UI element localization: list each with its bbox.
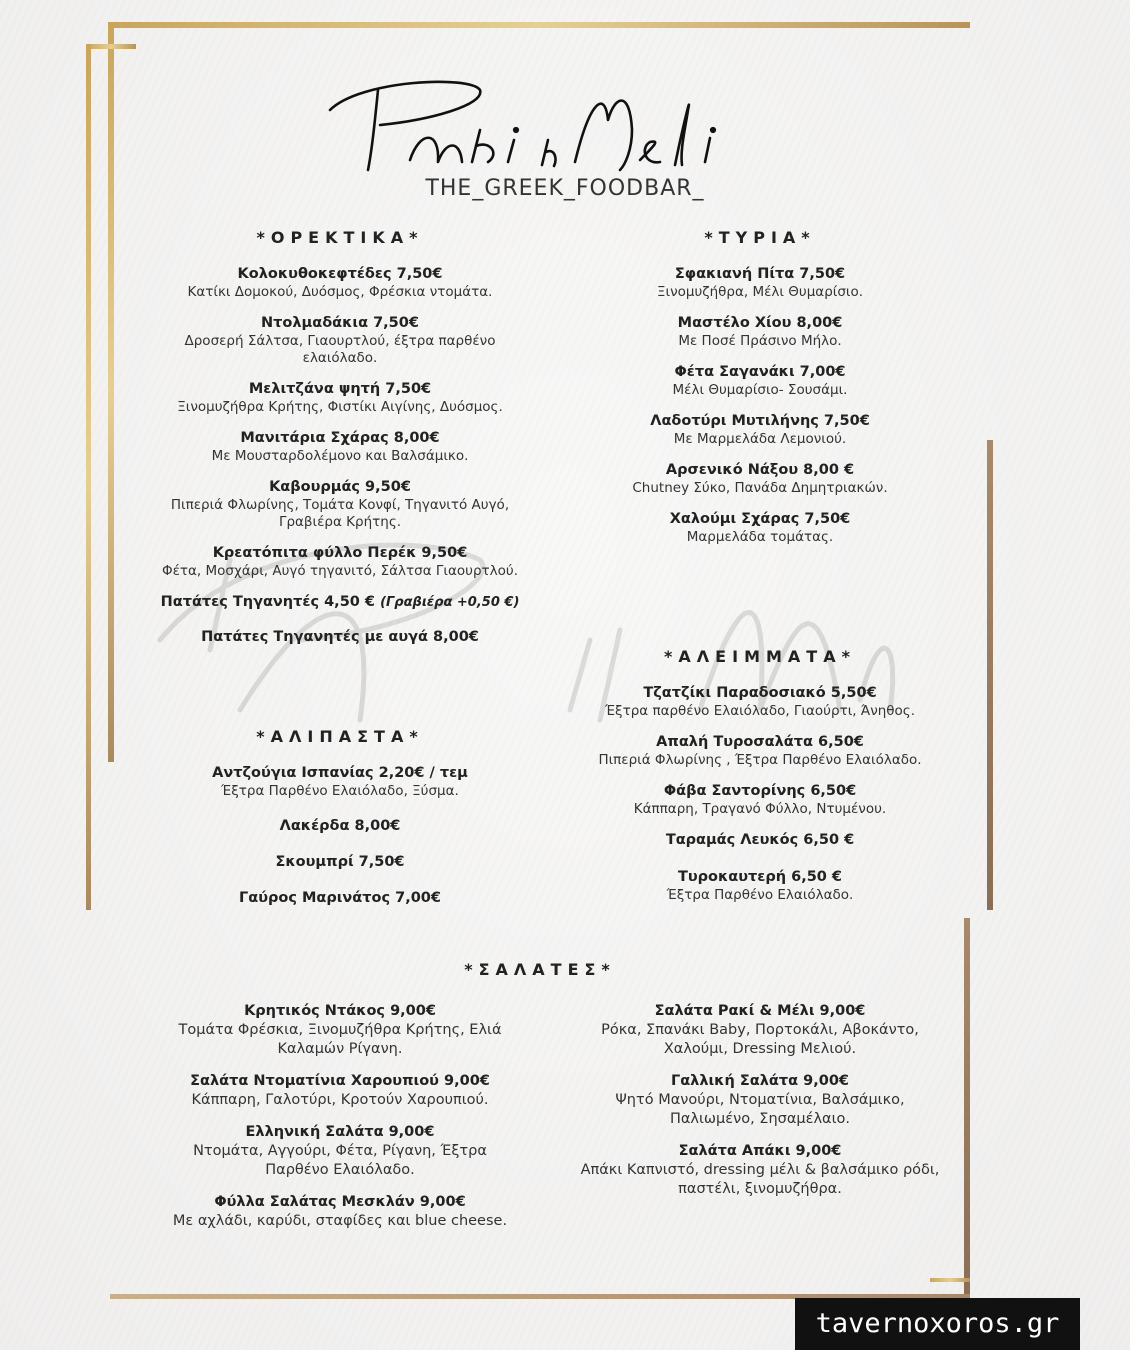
bottom-line-short xyxy=(930,1278,970,1282)
menu-item: Σφακιανή Πίτα 7,50€ Ξινομυζήθρα, Μέλι Θυμαρίσιο. xyxy=(656,266,864,300)
menu-item: Μελιτζάνα ψητή 7,50€ Ξινομυζήθρα Κρήτης, Φιστίκι Αιγίνης, Δυόσμος. xyxy=(177,381,503,415)
menu-item: Ελληνική Σαλάτα 9,00€ Ντομάτα, Αγγούρι, Φέτα, Ρίγανη, Έξτρα Παρθένο Ελαιόλαδο. xyxy=(193,1124,487,1178)
menu-item: Φύλλα Σαλάτας Μεσκλάν 9,00€ Με αχλάδι, καρύδι, σταφίδες και blue cheese. xyxy=(172,1194,508,1229)
section-aleimmata xyxy=(580,647,940,917)
menu-item: Αντζούγια Ισπανίας 2,20€ / τεμ Έξτρα Παρθένο Ελαιόλαδο, Ξύσμα. xyxy=(212,765,468,799)
tagline: THE_GREEK_FOODBAR_ xyxy=(425,176,705,201)
brand-logo xyxy=(320,55,740,180)
menu-item: Λαδοτύρι Μυτιλήνης 7,50€ Με Μαρμελάδα Λεμονιού. xyxy=(650,413,870,447)
item-note: (Γραβιέρα +0,50 €) xyxy=(380,595,520,610)
menu-item: Καβουρμάς 9,50€ Πιπεριά Φλωρίνης, Τομάτα Κονφί, Τηγανιτό Αυγό, Γραβιέρα Κρήτης. xyxy=(170,479,510,530)
menu-item: Κρητικός Ντάκος 9,00€ Τομάτα Φρέσκια, Ξινομυζήθρα Κρήτης, Ελιά Καλαμών Ρίγανη. xyxy=(178,1003,502,1057)
section-salates xyxy=(390,960,690,997)
menu-item: Τζατζίκι Παραδοσιακό 5,50€ Έξτρα παρθένο Ελαιόλαδο, Γιαούρτι, Άνηθος. xyxy=(604,685,916,719)
menu-item: Σκουμπρί 7,50€ xyxy=(275,854,405,870)
menu-item: Ντολμαδάκια 7,50€ Δροσερή Σάλτσα, Γιαουρτλού, έξτρα παρθένο ελαιόλαδο. xyxy=(184,315,496,366)
site-watermark: tavernoxoros.gr xyxy=(795,1298,1080,1350)
section-orektika xyxy=(160,228,520,660)
salates-left-column xyxy=(160,1002,520,1244)
menu-item: Χαλούμι Σχάρας 7,50€ Μαρμελάδα τομάτας. xyxy=(669,511,851,545)
menu-item: Σαλάτα Απάκι 9,00€ Απάκι Καπνιστό, dressing μέλι & βαλσάμικο ρόδι, παστέλι, ξινομυζήθρα. xyxy=(580,1143,940,1197)
menu-item: Σαλάτα Ρακί & Μέλι 9,00€ Ρόκα, Σπανάκι Baby, Πορτοκάλι, Αβοκάντο, Χαλούμι, Dressing Μελιού. xyxy=(601,1003,919,1057)
section-title: *ΑΛΕΙΜΜΑΤΑ* xyxy=(664,647,856,666)
menu-item: Πατάτες Τηγανητές 4,50 € (Γραβιέρα +0,50 €) xyxy=(160,594,520,610)
menu-item: Κολοκυθοκεφτέδες 7,50€ Κατίκι Δομοκού, Δυόσμος, Φρέσκια ντομάτα. xyxy=(187,266,493,300)
salates-right-column xyxy=(580,1002,940,1212)
menu-item: Σαλάτα Ντοματίνια Χαρουπιού 9,00€ Κάππαρη, Γαλοτύρι, Κροτούν Χαρουπιού. xyxy=(190,1073,490,1108)
section-tyria xyxy=(580,228,940,559)
menu-item: Μαστέλο Χίου 8,00€ Με Ποσέ Πράσινο Μήλο. xyxy=(677,315,843,349)
menu-item: Φέτα Σαγανάκι 7,00€ Μέλι Θυμαρίσιο- Σουσάμι. xyxy=(672,364,848,398)
menu-item: Απαλή Τυροσαλάτα 6,50€ Πιπεριά Φλωρίνης , Έξτρα Παρθένο Ελαιόλαδο. xyxy=(598,734,922,768)
menu-item: Γαύρος Μαρινάτος 7,00€ xyxy=(239,890,441,906)
menu-item: Μανιτάρια Σχάρας 8,00€ Με Μουσταρδολέμονο και Βαλσάμικο. xyxy=(211,430,469,464)
menu-item: Γαλλική Σαλάτα 9,00€ Ψητό Μανούρι, Ντοματίνια, Βαλσάμικο, Παλιωμένο, Σησαμέλαιο. xyxy=(615,1073,905,1127)
menu-item: Πατάτες Τηγανητές με αυγά 8,00€ xyxy=(201,629,479,645)
menu-item: Αρσενικό Νάξου 8,00 € Chutney Σύκο, Πανάδα Δημητριακών. xyxy=(632,462,888,496)
menu-item: Τυροκαυτερή 6,50 € Έξτρα Παρθένο Ελαιόλαδο. xyxy=(666,869,854,903)
section-alipasta xyxy=(160,727,520,925)
left-gold-line-inner xyxy=(108,22,114,762)
section-title: *ΣΑΛΑΤΕΣ* xyxy=(464,960,616,979)
menu-item: Κρεατόπιτα φύλλο Περέκ 9,50€ Φέτα, Μοσχάρι, Αυγό τηγανιτό, Σάλτσα Γιαουρτλού. xyxy=(161,545,519,579)
left-gold-line-outer xyxy=(86,44,91,910)
menu-item: Ταραμάς Λευκός 6,50 € xyxy=(665,832,855,848)
menu-item: Φάβα Σαντορίνης 6,50€ Κάππαρη, Τραγανό Φύλλο, Ντυμένου. xyxy=(633,783,887,817)
right-brown-line-lower xyxy=(964,918,970,1298)
top-gold-line-short xyxy=(86,44,136,49)
menu-item: Λακέρδα 8,00€ xyxy=(279,818,401,834)
logo-text: Raki ki Meli xyxy=(320,55,411,74)
right-brown-line-upper xyxy=(987,440,993,910)
section-title: *ΟΡΕΚΤΙΚΑ* xyxy=(256,228,424,247)
section-title: *ΤΥΡΙΑ* xyxy=(704,228,816,247)
section-title: *ΑΛΙΠΑΣΤΑ* xyxy=(256,727,424,746)
top-gold-line xyxy=(108,22,970,28)
